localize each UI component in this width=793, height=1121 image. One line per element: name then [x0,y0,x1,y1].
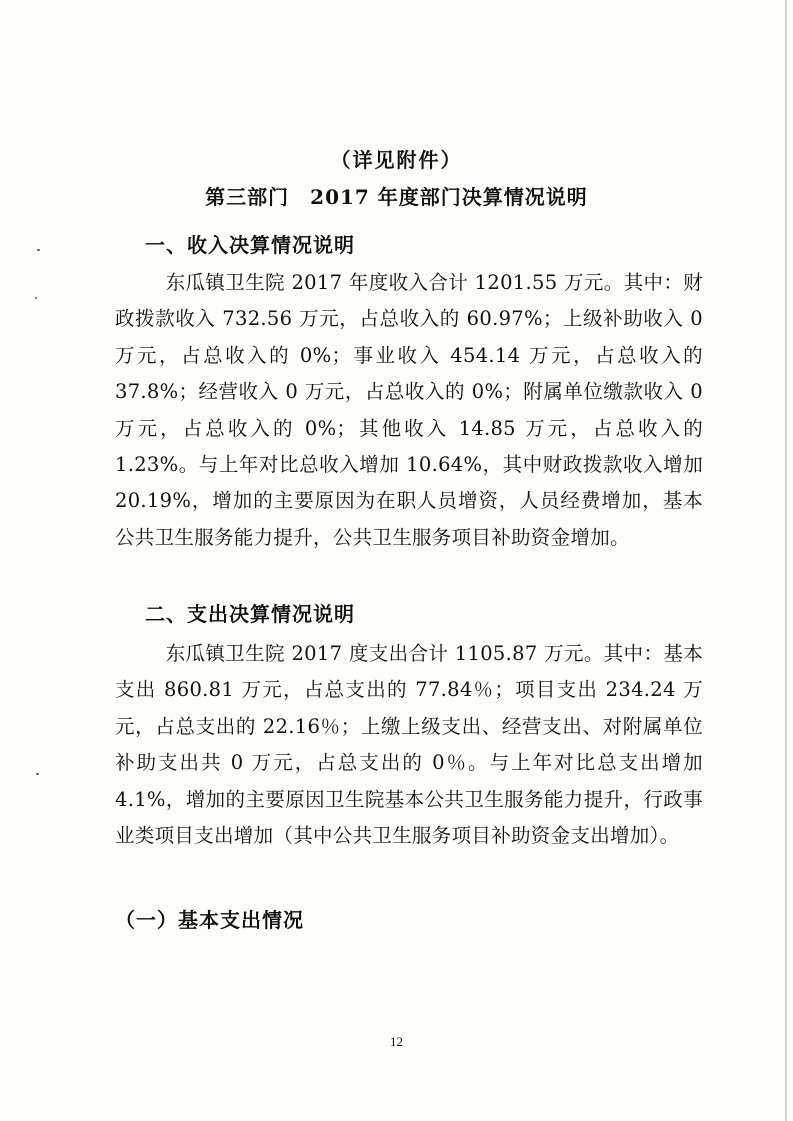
scan-speck [36,773,39,775]
income-paragraph: 东瓜镇卫生院 2017 年度收入合计 1201.55 万元。其中：财政拨款收入 732.56 万元，占总收入的 60.97%；上级补助收入 0 万元，占总收入的 0%；事业收入 454.14 万元，占总收入的 37.8%；经营收入 0 万元，占总收入的 0%；附属单位缴款收入 0 万元，占总收入的 0%；其他收入 14.85 万元，占总收入的 1.23%。与上年对比总收入增加 10.64%，其中财政拨款收入增加 20.19%，增加的主要原因为在职人员增资，人员经费增加，基本公共卫生服务能力提升，公共卫生服务项目补助资金增加。 [115,271,703,549]
scan-speck [37,249,40,251]
expenditure-paragraph: 东瓜镇卫生院 2017 度支出合计 1105.87 万元。其中：基本支出 860.81 万元，占总支出的 77.84％；项目支出 234.24 万元，占总支出的 22.16％；上缴上级支出、经营支出、对附属单位补助支出共 0 万元，占总支出的 0％。与上年对比总支出增加 4.1%，增加的主要原因卫生院基本公共卫生服务能力提升，行政事业类项目支出增加（其中公共卫生服务项目补助资金支出增加）。 [115,642,703,848]
attachment-note: （详见附件） [330,148,463,172]
part-title: 第三部门 2017 年度部门决算情况说明 [205,185,588,209]
section-heading-income: 一、收入决算情况说明 [145,233,355,257]
scan-speck [35,297,37,299]
subheading-basic-expenditure: （一）基本支出情况 [115,908,304,932]
page-number: 12 [390,1034,403,1049]
section-heading-expenditure: 二、支出决算情况说明 [145,602,355,626]
